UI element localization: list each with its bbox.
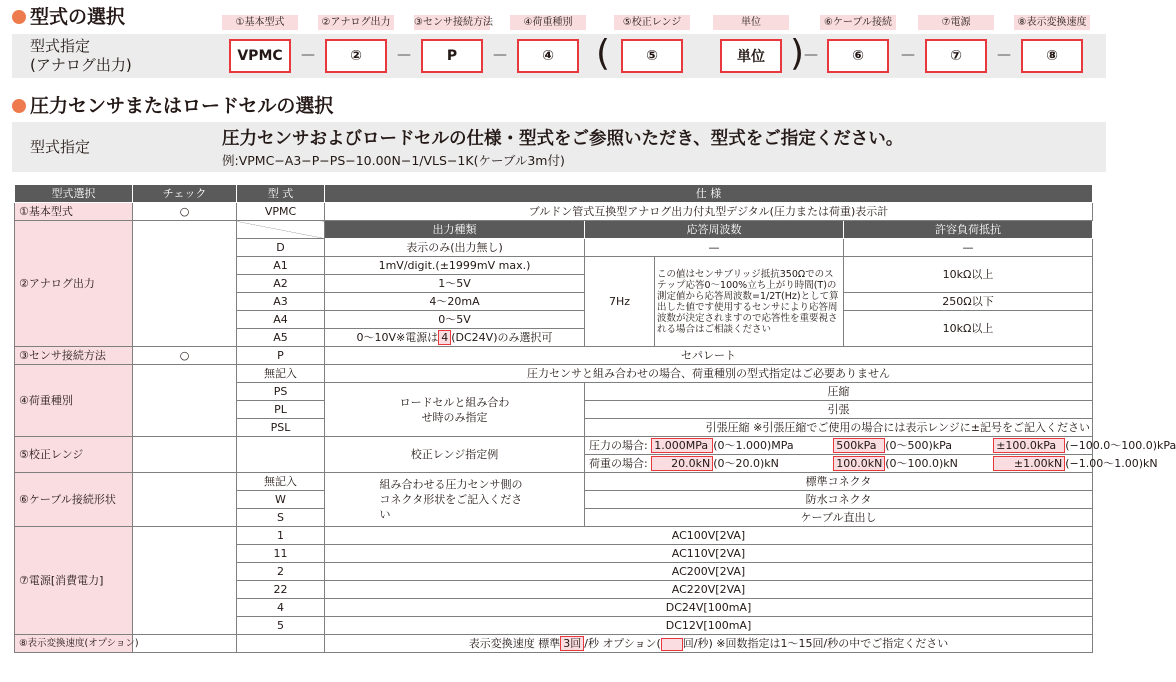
code-caption: ⑧表示変換速度: [1014, 15, 1090, 30]
code-caption: ②アナログ出力: [318, 15, 394, 30]
header-spec: 仕 様: [325, 185, 1093, 203]
spec-text: AC200V[2VA]: [325, 563, 1093, 581]
power-box: 4: [438, 330, 451, 345]
dash-separator: —: [493, 47, 507, 63]
standard-speed-box: 3回: [560, 636, 584, 651]
model-code: PS: [237, 383, 325, 401]
table-row: [15, 221, 1093, 239]
row-label: ①基本型式: [15, 203, 133, 221]
table-row: [15, 527, 1093, 545]
output-type: 4〜20mA: [325, 293, 585, 311]
output-type: 1〜5V: [325, 275, 585, 293]
spec-text: DC24V[100mA]: [325, 599, 1093, 617]
range-note: 校正レンジ指定例: [325, 437, 585, 473]
header-selection: 型式選択: [15, 185, 133, 203]
output-type: 1mV/digit.(±1999mV max.): [325, 257, 585, 275]
dash-separator: —: [804, 47, 818, 63]
open-paren: (: [596, 33, 611, 74]
model-code: P: [237, 347, 325, 365]
code-box[interactable]: ②: [325, 39, 387, 73]
model-code: A1: [237, 257, 325, 275]
output-type: 表示のみ(出力無し): [325, 239, 585, 257]
table-row: [15, 437, 1093, 455]
bullet-icon: [12, 10, 26, 24]
close-paren: ): [790, 33, 805, 74]
row-label: ⑦電源[消費電力]: [15, 527, 133, 635]
model-code: A3: [237, 293, 325, 311]
model-code: A4: [237, 311, 325, 329]
check-cell[interactable]: [133, 221, 237, 347]
check-cell[interactable]: [133, 473, 237, 527]
code-caption: ⑤校正レンジ: [614, 15, 690, 30]
sensor-spec-label: 型式指定: [30, 138, 91, 156]
model-code: VPMC: [237, 203, 325, 221]
range-load: 荷重の場合: 20.0kN (0〜20.0)kN 100.0kN (0〜100.0)kN ±1.00kN (−1.00〜1.00)kN: [585, 455, 1093, 473]
code-box[interactable]: ④: [517, 39, 579, 73]
model-code: D: [237, 239, 325, 257]
spec-text: AC110V[2VA]: [325, 545, 1093, 563]
sensor-spec-instruction: 圧力センサおよびロードセルの仕様・型式をご参照いただき、型式をご指定ください。: [222, 129, 904, 149]
load-resistance: —: [844, 239, 1093, 257]
model-code: 5: [237, 617, 325, 635]
model-code: 1: [237, 527, 325, 545]
code-caption: ③センサ接続方法: [414, 17, 493, 28]
table-header-row: [15, 185, 1093, 203]
model-code: S: [237, 509, 325, 527]
model-code: 22: [237, 581, 325, 599]
row-label: ⑤校正レンジ: [15, 437, 133, 473]
output-type: 0〜10V※電源は 4 (DC24V)のみ選択可: [325, 329, 585, 347]
model-code: PSL: [237, 419, 325, 437]
model-code: W: [237, 491, 325, 509]
model-code: 2: [237, 563, 325, 581]
dash-separator: —: [301, 47, 315, 63]
subheader-frequency: 応答周波数: [585, 221, 844, 239]
spec-text: 圧力センサと組み合わせの場合、荷重種別の型式指定はご必要ありません: [325, 365, 1093, 383]
dash-separator: —: [397, 47, 411, 63]
subheader-load: 許容負荷抵抗: [844, 221, 1093, 239]
spec-table: [14, 184, 1176, 653]
section2-title: 圧力センサまたはロードセルの選択: [12, 95, 333, 117]
check-cell[interactable]: [133, 437, 237, 473]
subheader-output: 出力種類: [325, 221, 585, 239]
model-cell: [237, 437, 325, 473]
table-row: [15, 365, 1093, 383]
spec-text: AC220V[2VA]: [325, 581, 1093, 599]
diagonal-cell: [237, 221, 325, 239]
model-code: 4: [237, 599, 325, 617]
spec-text: ブルドン管式互換型アナログ出力付丸型デジタル(圧力または荷重)表示計: [325, 203, 1093, 221]
dash-separator: —: [901, 47, 915, 63]
spec-text: 防水コネクタ: [585, 491, 1093, 509]
row-label: ④荷重種別: [15, 365, 133, 437]
spec-text: DC12V[100mA]: [325, 617, 1093, 635]
spec-text: セパレート: [325, 347, 1093, 365]
section1-title: 型式の選択: [12, 6, 125, 28]
loadcell-note: ロードセルと組み合わせ時のみ指定: [325, 383, 585, 437]
bullet-icon: [12, 99, 26, 113]
option-speed-input[interactable]: [661, 638, 683, 651]
spec-text: 圧縮: [585, 383, 1093, 401]
output-type: 0〜5V: [325, 311, 585, 329]
spec-text: ケーブル直出し: [585, 509, 1093, 527]
range-pressure: 圧力の場合: 1.000MPa (0〜1.000)MPa 500kPa (0〜500)kPa ±100.0kPa (−100.0〜100.0)kPa: [585, 437, 1093, 455]
model-spec-label: 型式指定 (アナログ出力): [30, 37, 132, 74]
code-box[interactable]: ⑥: [827, 39, 889, 73]
row-label: ⑧表示変換速度(オプション): [15, 635, 133, 653]
table-row: [15, 347, 1093, 365]
code-caption: ⑥ケーブル接続: [820, 15, 896, 30]
header-model: 型 式: [237, 185, 325, 203]
model-code: 11: [237, 545, 325, 563]
code-box[interactable]: P: [421, 39, 483, 73]
model-cell: [237, 635, 325, 653]
row-label: ③センサ接続方法: [15, 347, 133, 365]
cable-note: 組み合わせる圧力センサ側のコネクタ形状をご記入ください: [325, 473, 585, 527]
header-check: チェック: [133, 185, 237, 203]
frequency: —: [585, 239, 844, 257]
load-resistance: 250Ω以下: [844, 293, 1093, 311]
table-row: [15, 203, 1093, 221]
load-resistance: 10kΩ以上: [844, 257, 1093, 293]
model-code: 無記入: [237, 473, 325, 491]
code-caption: 単位: [713, 15, 789, 30]
table-row: [15, 473, 1093, 491]
load-resistance: 10kΩ以上: [844, 311, 1093, 347]
frequency: 7Hz: [585, 257, 655, 347]
check-mark[interactable]: ○: [133, 203, 237, 221]
row-label: ②アナログ出力: [15, 221, 133, 347]
check-cell[interactable]: [133, 635, 237, 653]
dash-separator: —: [997, 47, 1011, 63]
code-box[interactable]: ⑦: [925, 39, 987, 73]
frequency-note: この値はセンサブリッジ抵抗350Ωでのステップ応答0〜100%立ち上がり時間(T)の測定値から応答周波数=1/2T(Hz)として算出した値です使用するセンサにより応答周波数が決定されますので応答性を重要視される場合はご相談ください: [655, 257, 844, 347]
model-code: A5: [237, 329, 325, 347]
check-cell[interactable]: [133, 365, 237, 437]
model-code: PL: [237, 401, 325, 419]
check-mark[interactable]: ○: [133, 347, 237, 365]
code-box[interactable]: 単位: [720, 39, 782, 73]
code-box[interactable]: VPMC: [229, 39, 291, 73]
sensor-spec-example: 例:VPMC−A3−P−PS−10.00N−1/VLS−1K(ケーブル3m付): [222, 153, 565, 168]
row-label: ⑥ケーブル接続形状: [15, 473, 133, 527]
model-code: A2: [237, 275, 325, 293]
table-row: [15, 635, 1093, 653]
model-code: 無記入: [237, 365, 325, 383]
code-box[interactable]: ⑤: [621, 39, 683, 73]
code-caption: ①基本型式: [222, 15, 298, 30]
check-cell[interactable]: [133, 527, 237, 635]
code-box[interactable]: ⑧: [1021, 39, 1083, 73]
speed-spec: 表示変換速度 標準 3回 /秒 オプション( 回/秒) ※回数指定は1〜15回/秒の中でご指定ください: [325, 635, 1093, 653]
spec-text: 標準コネクタ: [585, 473, 1093, 491]
spec-text: 引張: [585, 401, 1093, 419]
code-caption: ⑦電源: [918, 15, 994, 30]
code-caption: ④荷重種別: [510, 15, 586, 30]
spec-text: 引張圧縮 ※引張圧縮でご使用の場合には表示レンジに±記号をご記入ください: [585, 419, 1093, 437]
spec-text: AC100V[2VA]: [325, 527, 1093, 545]
